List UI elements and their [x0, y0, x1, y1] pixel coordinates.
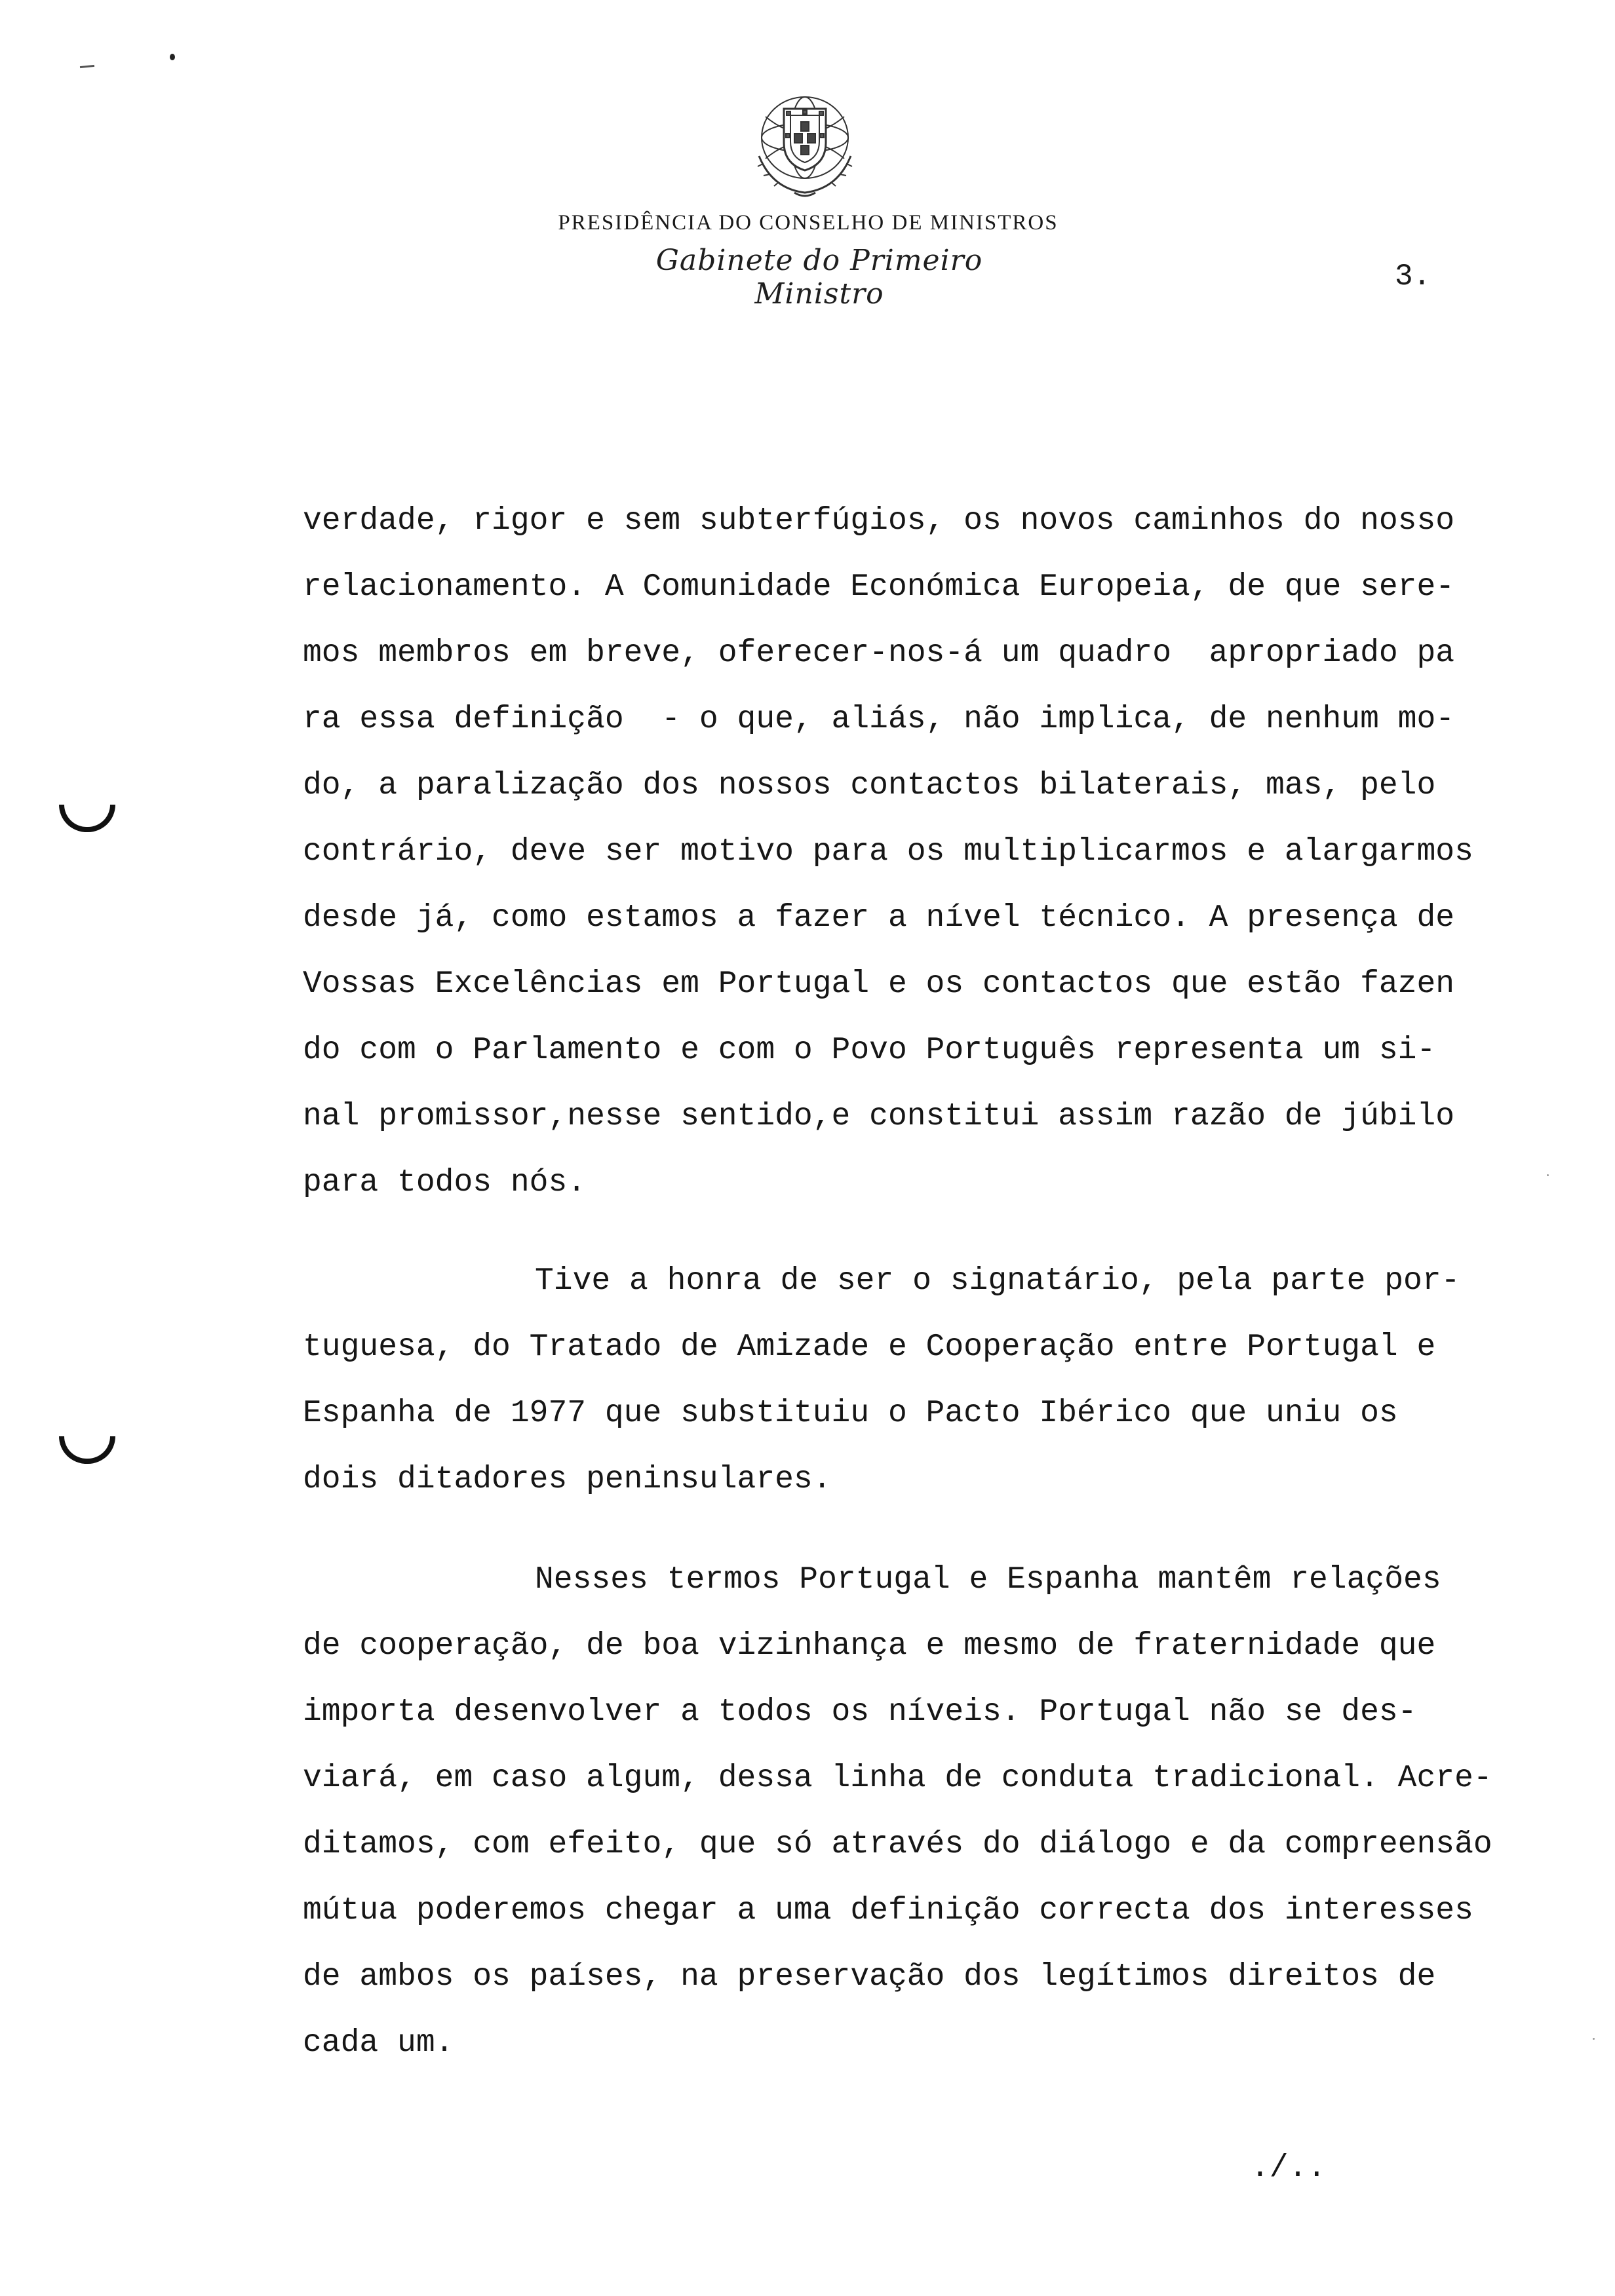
- text-line: ra essa definição - o que, aliás, não implica, de nenhum mo-: [303, 702, 1455, 737]
- text-line: do com o Parlamento e com o Povo Português representa um si-: [303, 1033, 1436, 1068]
- text-line: Espanha de 1977 que substituiu o Pacto Ibérico que uniu os: [303, 1396, 1398, 1431]
- text-line: de ambos os países, na preservação dos legítimos direitos de: [303, 1959, 1436, 1995]
- text-line: importa desenvolver a todos os níveis. Portugal não se des-: [303, 1694, 1417, 1730]
- text-line: Nesses termos Portugal e Espanha mantêm relações: [535, 1562, 1441, 1598]
- office-title: PRESIDÊNCIA DO CONSELHO DE MINISTROS: [558, 211, 1059, 235]
- text-line: cada um.: [303, 2025, 454, 2061]
- text-line: nal promissor,nesse sentido,e constitui assim razão de júbilo: [303, 1099, 1455, 1134]
- punch-hole-mark: [59, 1436, 115, 1464]
- page-number: 3.: [1395, 259, 1431, 294]
- text-line: mos membros em breve, oferecer-nos-á um quadro apropriado pa: [303, 636, 1455, 671]
- continuation-mark: ./..: [1251, 2151, 1327, 2186]
- text-line: verdade, rigor e sem subterfúgios, os novos caminhos do nosso: [303, 503, 1455, 539]
- text-line: do, a paralização dos nossos contactos bilaterais, mas, pelo: [303, 768, 1436, 803]
- scan-speck: [1547, 1174, 1549, 1176]
- text-line: dois ditadores peninsulares.: [303, 1462, 832, 1497]
- text-line: relacionamento. A Comunidade Económica Europeia, de que sere-: [303, 569, 1455, 605]
- text-line: ditamos, com efeito, que só através do diálogo e da compreensão: [303, 1827, 1492, 1862]
- text-line: desde já, como estamos a fazer a nível técnico. A presença de: [303, 900, 1455, 936]
- cabinet-signature-line: Gabinete do Primeiro Ministro: [655, 244, 983, 311]
- text-line: tuguesa, do Tratado de Amizade e Cooperação entre Portugal e: [303, 1330, 1436, 1365]
- text-line: de cooperação, de boa vizinhança e mesmo de fraternidade que: [303, 1628, 1436, 1664]
- text-line: viará, em caso algum, dessa linha de conduta tradicional. Acre-: [303, 1761, 1492, 1796]
- text-line: para todos nós.: [303, 1165, 587, 1200]
- text-line: Tive a honra de ser o signatário, pela parte por-: [535, 1263, 1460, 1299]
- text-line: contrário, deve ser motivo para os multiplicarmos e alargarmos: [303, 834, 1473, 870]
- text-line: mútua poderemos chegar a uma definição correcta dos interesses: [303, 1893, 1473, 1928]
- text-line: Vossas Excelências em Portugal e os contactos que estão fazen: [303, 966, 1455, 1002]
- scan-speck: [1593, 2038, 1595, 2040]
